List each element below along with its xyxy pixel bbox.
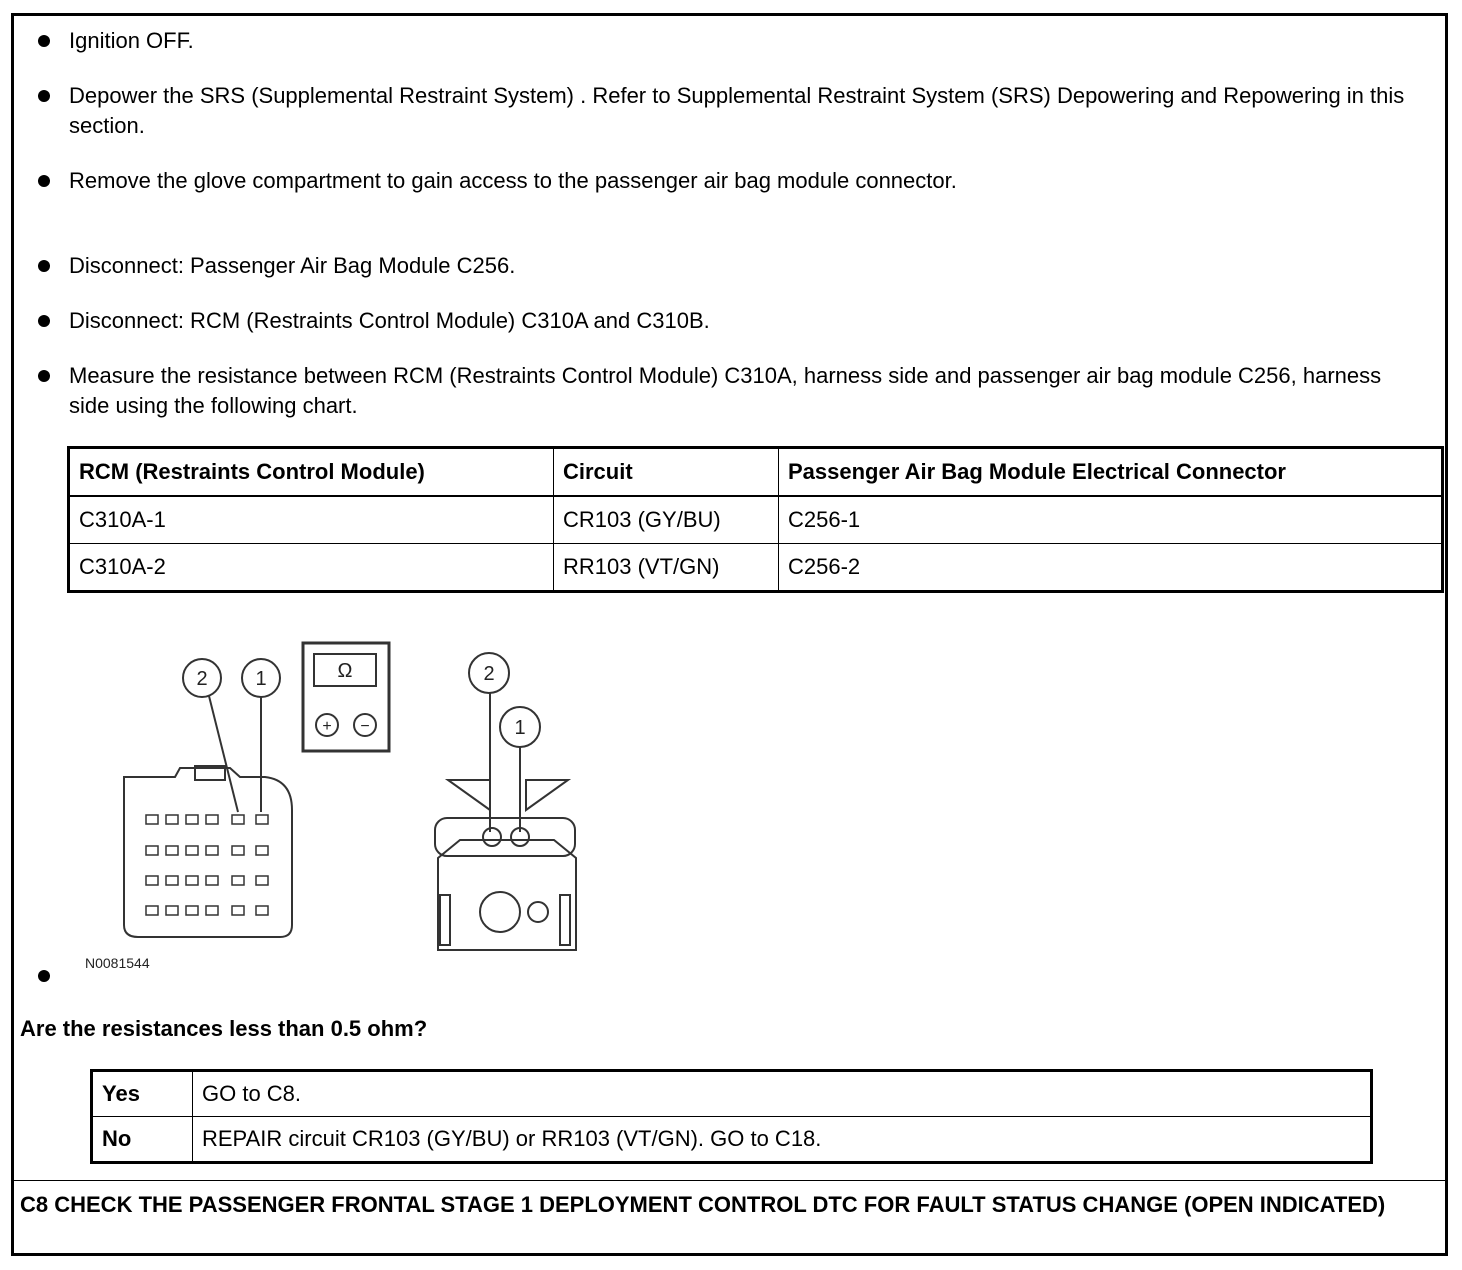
connector-diagram [80,640,600,980]
bullet-text: Disconnect: Passenger Air Bag Module C256. [69,253,516,278]
header-connector: Passenger Air Bag Module Electrical Connector [779,448,1443,497]
rcm-connector-outline [124,768,292,937]
bullet-text: Disconnect: RCM (Restraints Control Module) C310A and C310B. [69,308,710,333]
bullet-dot [38,370,50,382]
airbag-connector-top [448,780,568,810]
rcm-pin-grid [146,815,268,915]
question-text: Are the resistances less than 0.5 ohm? [20,1016,428,1041]
callout-label-1: 1 [255,668,267,690]
table-cell: C310A-2 [69,544,554,592]
callout-line-2 [208,692,238,812]
table-row [69,496,1443,544]
ohm-symbol: Ω [337,660,353,682]
answer-key: Yes [92,1071,193,1117]
answer-action: GO to C8. [193,1071,1372,1117]
table-row [92,1117,1372,1163]
header-rcm: RCM (Restraints Control Module) [69,448,554,497]
bullet-text: Remove the glove compartment to gain access to the passenger air bag module connector. [69,168,957,193]
bullet-dot [38,90,50,102]
next-step-heading: C8 CHECK THE PASSENGER FRONTAL STAGE 1 DEPLOYMENT CONTROL DTC FOR FAULT STATUS CHANGE (OPEN INDICATED) [20,1192,1386,1217]
table-cell: C256-1 [779,496,1443,544]
table-cell: CR103 (GY/BU) [554,496,779,544]
bullet-dot [38,260,50,272]
airbag-callout-label-1: 1 [514,717,526,739]
ohmmeter-minus-label: − [360,718,370,735]
resistance-chart-table [67,446,1444,593]
answer-table [90,1069,1373,1164]
table-row [92,1071,1372,1117]
answer-action: REPAIR circuit CR103 (GY/BU) or RR103 (VT/GN). GO to C18. [193,1117,1372,1163]
airbag-connector-slot-right [560,895,570,945]
airbag-connector-hole-small [528,902,548,922]
callout-label-2: 2 [196,668,208,690]
airbag-pin-2 [483,828,501,846]
table-row [69,544,1443,592]
answer-key: No [92,1117,193,1163]
bullet-dot [38,175,50,187]
header-circuit: Circuit [554,448,779,497]
bullet-text: Ignition OFF. [69,28,194,53]
bullet-text: Depower the SRS (Supplemental Restraint System) . Refer to Supplemental Restraint System (SRS) Depowering and Repowering in this section. [69,83,1405,138]
airbag-callout-label-2: 2 [483,663,495,685]
table-cell: C256-2 [779,544,1443,592]
bullet-dot [38,315,50,327]
bullet-text: Measure the resistance between RCM (Restraints Control Module) C310A, harness side and passenger air bag module C256, harness side using the following chart. [69,363,1382,418]
section-divider [11,1180,1448,1181]
table-cell: RR103 (VT/GN) [554,544,779,592]
table-header-row [69,448,1443,497]
figure-caption: N0081544 [85,955,150,971]
table-cell: C310A-1 [69,496,554,544]
airbag-connector-hole-large [480,892,520,932]
bullet-dot [38,970,50,982]
airbag-connector-slot-left [440,895,450,945]
bullet-dot [38,35,50,47]
airbag-connector-barrel [435,818,575,856]
ohmmeter-plus-label: + [322,718,332,735]
